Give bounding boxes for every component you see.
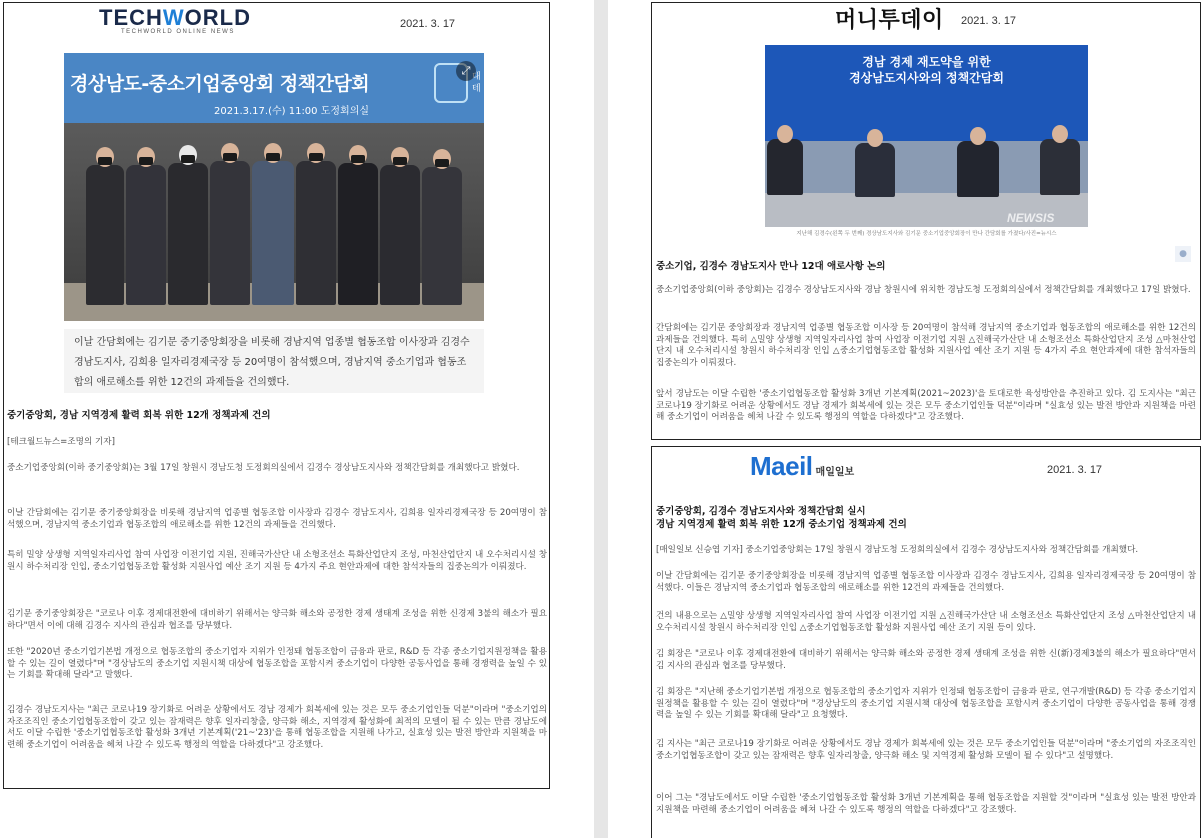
techworld-clipping [3, 2, 550, 789]
article-paragraph: 건의 내용으로는 △밀양 상생형 지역일자리사업 참여 사업장 이전기업 지원 △진해국가산단 내 소형조선소 특화산업단지 조성 △마천산업단지 내 오수처리시설 창원시 하수처리장 인입 △중소기업협동조합 활성화 지원사업 예산 조기 지원 등이 있다. [656, 611, 1196, 633]
article-paragraph: 김 회장은 "코로나 이후 경제대전환에 대비하기 위해서는 양극화 해소와 공정한 경제 생태계 조성을 위한 신(新)경제3불의 해소가 필요하다"면서 김 지사의 관심과 협조를 당부했다. [656, 649, 1196, 671]
techworld-logo: TECHWORLD [99, 5, 251, 30]
face [970, 127, 986, 145]
maeil-logo-sub: 매일일보 [815, 467, 855, 478]
face [777, 125, 793, 143]
person [86, 165, 124, 305]
face [867, 129, 883, 147]
article-photo [64, 53, 484, 321]
article-paragraph: 김 지사는 "최근 코로나19 장기화로 어려운 상황에서도 경남 경제가 회복세에 있는 것은 모두 중소기업인들 덕분"이라며 "중소기업의 자조조직인 중소기업협동조합이 갖고 있는 잠재력은 향후 일자리창출, 양극화 해소 및 지역경제 활성화 모델이 될 수 있다"고 설명했다. [656, 739, 1196, 761]
article-paragraph: 이날 간담회에는 김기문 중기중앙회장을 비롯해 경남지역 업종별 협동조합 이사장과 김경수 경남도지사, 김희용 일자리경제국장 등 20여명이 참석했다. 이들은 경남지역 중소기업과 협동조합의 애로해소를 위한 12건의 과제들을 건의했다. [656, 571, 1196, 593]
person [957, 141, 999, 197]
article-paragraph: 또한 "2020년 중소기업기본법 개정으로 협동조합의 중소기업자 지위가 인정돼 협동조합이 금융과 판로, R&D 등 각종 중소기업지원정책을 활용할 수 있는 길이 열렸다"며 "경상남도의 중소기업 지원시책 대상에 협동조합을 포함시켜 중소기업이 다양한 공동사업을 통해 경쟁력을 높일 수 있는 기회를 확대해 달라"고 말했다. [7, 647, 547, 680]
article-paragraph: 이어 그는 "경남도에서도 이달 수립한 '중소기업협동조합 활성화 3개년 기본계획을 통해 협동조합을 지원할 것"이라며 "실효성 있는 발전 방안과 지원책을 마련해 중소기업이 어려움을 헤쳐 나갈 수 있도록 행정의 역할을 다하겠다"고 강조했다. [656, 793, 1196, 815]
mask [139, 157, 153, 165]
person [422, 167, 462, 305]
person [296, 161, 336, 305]
article-headline: 중기중앙회, 경남 지역경제 활력 회복 위한 12개 정책과제 건의 [7, 410, 271, 421]
mask [393, 157, 407, 165]
mask [266, 153, 280, 161]
person [380, 165, 420, 305]
article-headline: 중소기업, 김경수 경남도지사 만나 12대 애로사항 논의 [656, 261, 886, 272]
person [168, 163, 208, 305]
person [252, 161, 294, 305]
article-paragraph: 앞서 경남도는 이달 수립한 '중소기업협동조합 활성화 3개년 기본계획(2021~2023)'을 토대로한 육성방안을 추진하고 있다. 김 도지사는 "최근 코로나19 장기화로 어려운 상황에서도 경남 경제가 회복세에 있는 것은 모두 중소기업인들 덕분"이라며 "실효성 있는 발전 방안과 지원책을 마련해 중소기업이 어려움을 헤쳐 나갈 수 있도록 행정의 역할을 다하겠다"고 강조했다. [656, 389, 1196, 422]
mask [98, 157, 112, 165]
moneytoday-clipping [651, 2, 1201, 440]
person [126, 165, 166, 305]
maeil-logo [750, 451, 854, 482]
mask [181, 155, 195, 163]
banner [64, 53, 484, 123]
page-gap [594, 0, 608, 838]
article-headline: 중기중앙회, 김경수 경남도지사와 정책간담회 실시 [656, 506, 866, 517]
photo-caption: 지난해 김경수(왼쪽 두 번째) 경상남도지사와 김기문 중소기업중앙회장이 만나 간담회를 가졌다/사진=뉴시스 [796, 231, 1057, 237]
article-paragraph: 이날 간담회에는 김기문 중기중앙회장을 비롯해 경남지역 업종별 협동조합 이사장과 김경수 경남도지사, 김희용 일자리경제국장 등 20여명이 참석했으며, 경남지역 중소기업과 협동조합의 애로해소를 위한 12건의 과제들을 건의했다. [7, 508, 547, 530]
article-paragraph: 중소기업중앙회(이하 중앙회)는 김경수 경상남도지사와 경남 창원시에 위치한 경남도청 도정회의실에서 정책간담회를 개최했다고 17일 밝혔다. [656, 285, 1191, 295]
banner-line-1: 경남 경제 재도약을 위한 [862, 55, 991, 69]
mask [223, 153, 237, 161]
person [855, 143, 895, 197]
maeil-logo-word: Maeil [750, 451, 813, 481]
techworld-logo-subtitle: TECHWORLD ONLINE NEWS [121, 29, 235, 35]
article-subheadline: 경남 지역경제 활력 회복 위한 12개 중소기업 정책과제 건의 [656, 519, 907, 530]
side-dot-icon: ● [1175, 246, 1191, 262]
article-paragraph: 특히 밀양 상생형 지역일자리사업 참여 사업장 이전기업 지원, 진해국가산단 내 소형조선소 특화산업단지 조성, 마천산업단지 내 오수처리시설 창원시 하수처리장 인입, 중소기업협동조합 활성화 지원사업 예산 조기 지원 등 4가지 주요 현안과제에 대한 참석자들의 집중논의가 이뤄졌다. [7, 550, 547, 572]
article-date: 2021. 3. 17 [400, 18, 456, 30]
person [338, 163, 378, 305]
face [1052, 125, 1068, 143]
newsis-watermark: NEWSIS [1007, 211, 1055, 225]
article-paragraph: 중소기업중앙회(이하 중기중앙회)는 3월 17일 창원시 경남도청 도정회의실에서 김경수 경상남도지사와 정책간담회를 개최했다고 밝혔다. [7, 463, 520, 473]
photo-caption: 이날 간담회에는 김기문 중기중앙회장을 비롯해 경남지역 업종별 협동조합 이사장과 김경수 경남도지사, 김희용 일자리경제국장 등 20여명이 참석했으며, 경남지역 중소기업과 협동조합의 애로해소를 위한 12건의 과제들을 건의했다. [64, 329, 484, 393]
mask [309, 153, 323, 161]
mask [351, 155, 365, 163]
person [210, 161, 250, 305]
article-paragraph: [매일일보 신승엽 기자] 중소기업중앙회는 17일 창원시 경남도청 도정회의실에서 김경수 경상남도지사와 정책간담회를 개최했다. [656, 545, 1139, 555]
banner-title: 경상남도-중소기업중앙회 정책간담회 [70, 73, 370, 95]
mask [435, 159, 449, 167]
article-paragraph: 간담회에는 김기문 중앙회장과 경남지역 업종별 협동조합 이사장 등 20여명이 참석해 경남지역 중소기업과 협동조합의 애로해소를 위한 12건의 과제들을 건의했다. 특히 △밀양 상생형 지역일자리사업 참여 사업장 이전기업 지원 △진해국가산단 내 소형조선소 특화산업단지 조성 △마천산업단지 내 오수처리시설 창원시 하수처리장 인입 △중소기업협동조합 활성화 지원사업 예산 조기 지원 등 4가지 주요 현안과제에 대한 참석자들의 집중논의가 이뤄졌다. [656, 323, 1196, 368]
maeil-clipping [651, 446, 1201, 838]
article-photo [765, 45, 1088, 242]
article-date: 2021. 3. 17 [961, 15, 1017, 27]
person [767, 139, 803, 195]
article-date: 2021. 3. 17 [1047, 464, 1103, 476]
article-paragraph: 김 회장은 "지난해 중소기업기본법 개정으로 협동조합의 중소기업자 지위가 인정돼 협동조합이 금융과 판로, 연구개발(R&D) 등 각종 중소기업지원정책을 활용할 수 있는 길이 열렸다"며 "경상남도의 중소기업 지원시책 대상에 협동조합을 포함시켜 중소기업이 다양한 공동사업을 통해 경쟁력을 높일 수 있는 기회를 확대해 달라"고 요청했다. [656, 687, 1196, 720]
expand-icon[interactable]: ⤢ [456, 61, 476, 81]
moneytoday-logo: 머니투데이 [835, 8, 944, 33]
banner-line-2: 경상남도지사와의 정책간담회 [849, 71, 1004, 85]
article-paragraph: 김기문 중기중앙회장은 "코로나 이후 경제대전환에 대비하기 위해서는 양극화 해소와 공정한 경제 생태계 조성을 위한 신경제 3불의 해소가 필요하다"면서 이에 대해 김경수 지사의 관심과 협조를 당부했다. [7, 609, 547, 631]
banner-subtitle: 2021.3.17.(수) 11:00 도정회의실 [214, 106, 370, 117]
article-byline: [테크월드뉴스=조명의 기자] [7, 437, 115, 447]
person [1040, 139, 1080, 195]
article-paragraph: 김경수 경남도지사는 "최근 코로나19 장기화로 어려운 상황에서도 경남 경제가 회복세에 있는 것은 모두 중소기업인들 덕분"이라며 "중소기업의 자조조직인 중소기업협동조합이 갖고 있는 잠재력은 향후 일자리창출, 양극화 해소, 지역경제 활성화에 최적의 모델이 될 수 있는 만큼 경남도에서도 이달 수립한 '중소기업협동조합 활성화 3개년 기본계획('21~'23)'을 통해 협동조합을 지원해 나가고, 실효성 있는 발전 방안과 지원책을 마련해 중소기업이 어려움을 헤쳐 나갈 수 있도록 행정의 역할을 다하겠다"고 강조했다. [7, 705, 547, 750]
banner-side-text: 대 테 [472, 72, 481, 94]
banner [765, 45, 1088, 141]
